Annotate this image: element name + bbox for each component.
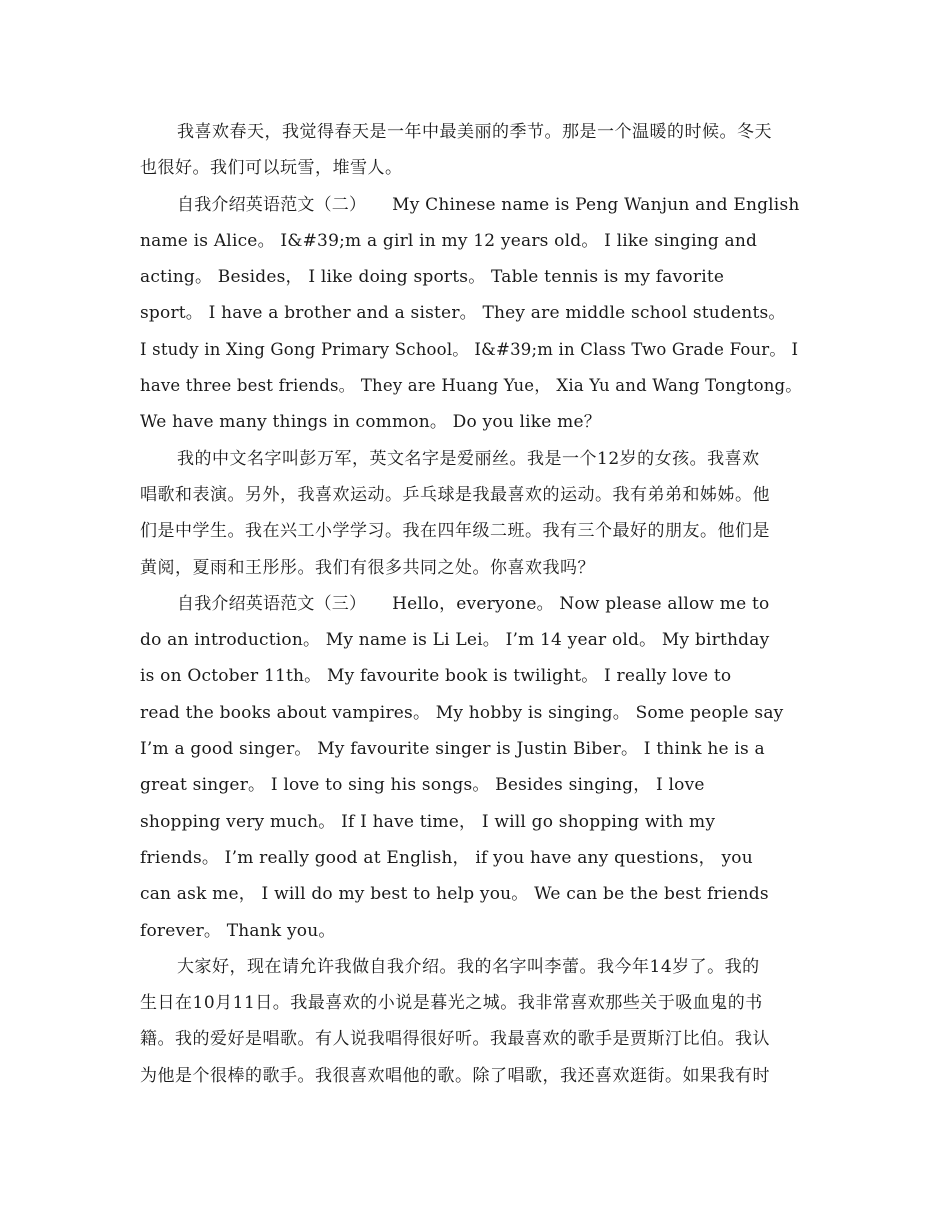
paragraph-chinese-3-line-3: 籍。我的爱好是唱歌。有人说我唱得很好听。我最喜欢的歌手是贾斯汀比伯。我认 bbox=[140, 1029, 770, 1049]
paragraph-chinese-2-line-2: 唱歌和表演。另外，我喜欢运动。乒乓球是我最喜欢的运动。我有弟弟和姊姊。他 bbox=[140, 485, 770, 505]
paragraph-spring-line-2: 也很好。我们可以玩雪，堆雪人。 bbox=[140, 158, 403, 178]
paragraph-chinese-3-line-2: 生日在10月11日。我最喜欢的小说是暮光之城。我非常喜欢那些关于吸血鬼的书 bbox=[140, 993, 763, 1013]
section-heading-3-line: 自我介绍英语范文（三） Hello，everyone。 Now please allow me to bbox=[177, 594, 770, 614]
paragraph-english-2-line-3: sport。 I have a brother and a sister。 They are middle school students。 bbox=[140, 303, 786, 323]
paragraph-english-3-line-7: friends。 I’m really good at English， if you have any questions， you bbox=[140, 848, 753, 868]
paragraph-chinese-2-line-1: 我的中文名字叫彭万军，英文名字是爱丽丝。我是一个12岁的女孩。我喜欢 bbox=[177, 449, 760, 469]
paragraph-chinese-2-line-4: 黄阅，夏雨和王彤彤。我们有很多共同之处。你喜欢我吗？ bbox=[140, 558, 595, 578]
paragraph-english-3-line-4: I’m a good singer。 My favourite singer is Justin Biber。 I think he is a bbox=[140, 739, 765, 759]
paragraph-chinese-2-line-3: 们是中学生。我在兴工小学学习。我在四年级二班。我有三个最好的朋友。他们是 bbox=[140, 521, 770, 541]
paragraph-english-3-line-5: great singer。 I love to sing his songs。 Besides singing， I love bbox=[140, 775, 705, 795]
section-heading-2-line: 自我介绍英语范文（二） My Chinese name is Peng Wanjun and English bbox=[177, 195, 800, 215]
paragraph-chinese-3-line-1: 大家好，现在请允许我做自我介绍。我的名字叫李蕾。我今年14岁了。我的 bbox=[177, 957, 760, 977]
paragraph-english-3-line-9: forever。 Thank you。 bbox=[140, 921, 336, 941]
paragraph-english-3-line-3: read the books about vampires。 My hobby is singing。 Some people say bbox=[140, 703, 784, 723]
paragraph-chinese-3-line-4: 为他是个很棒的歌手。我很喜欢唱他的歌。除了唱歌，我还喜欢逛街。如果我有时 bbox=[140, 1066, 770, 1086]
paragraph-english-2-line-2: acting。 Besides， I like doing sports。 Table tennis is my favorite bbox=[140, 267, 725, 287]
paragraph-english-2-line-4: I study in Xing Gong Primary School。 I&#39;m in Class Two Grade Four。 I bbox=[140, 340, 799, 359]
paragraph-english-2-line-6: We have many things in common。 Do you like me？ bbox=[140, 412, 601, 432]
paragraph-english-3-line-1: do an introduction。 My name is Li Lei。 I’m 14 year old。 My birthday bbox=[140, 630, 770, 650]
paragraph-english-3-line-8: can ask me， I will do my best to help you。 We can be the best friends bbox=[140, 884, 769, 904]
paragraph-english-3-line-2: is on October 11th。 My favourite book is twilight。 I really love to bbox=[140, 666, 732, 686]
paragraph-english-2-line-5: have three best friends。 They are Huang Yue， Xia Yu and Wang Tongtong。 bbox=[140, 376, 803, 395]
paragraph-spring-line-1: 我喜欢春天，我觉得春天是一年中最美丽的季节。那是一个温暖的时候。冬天 bbox=[177, 122, 772, 142]
paragraph-english-3-line-6: shopping very much。 If I have time， I will go shopping with my bbox=[140, 812, 716, 832]
paragraph-english-2-line-1: name is Alice。 I&#39;m a girl in my 12 years old。 I like singing and bbox=[140, 231, 758, 251]
